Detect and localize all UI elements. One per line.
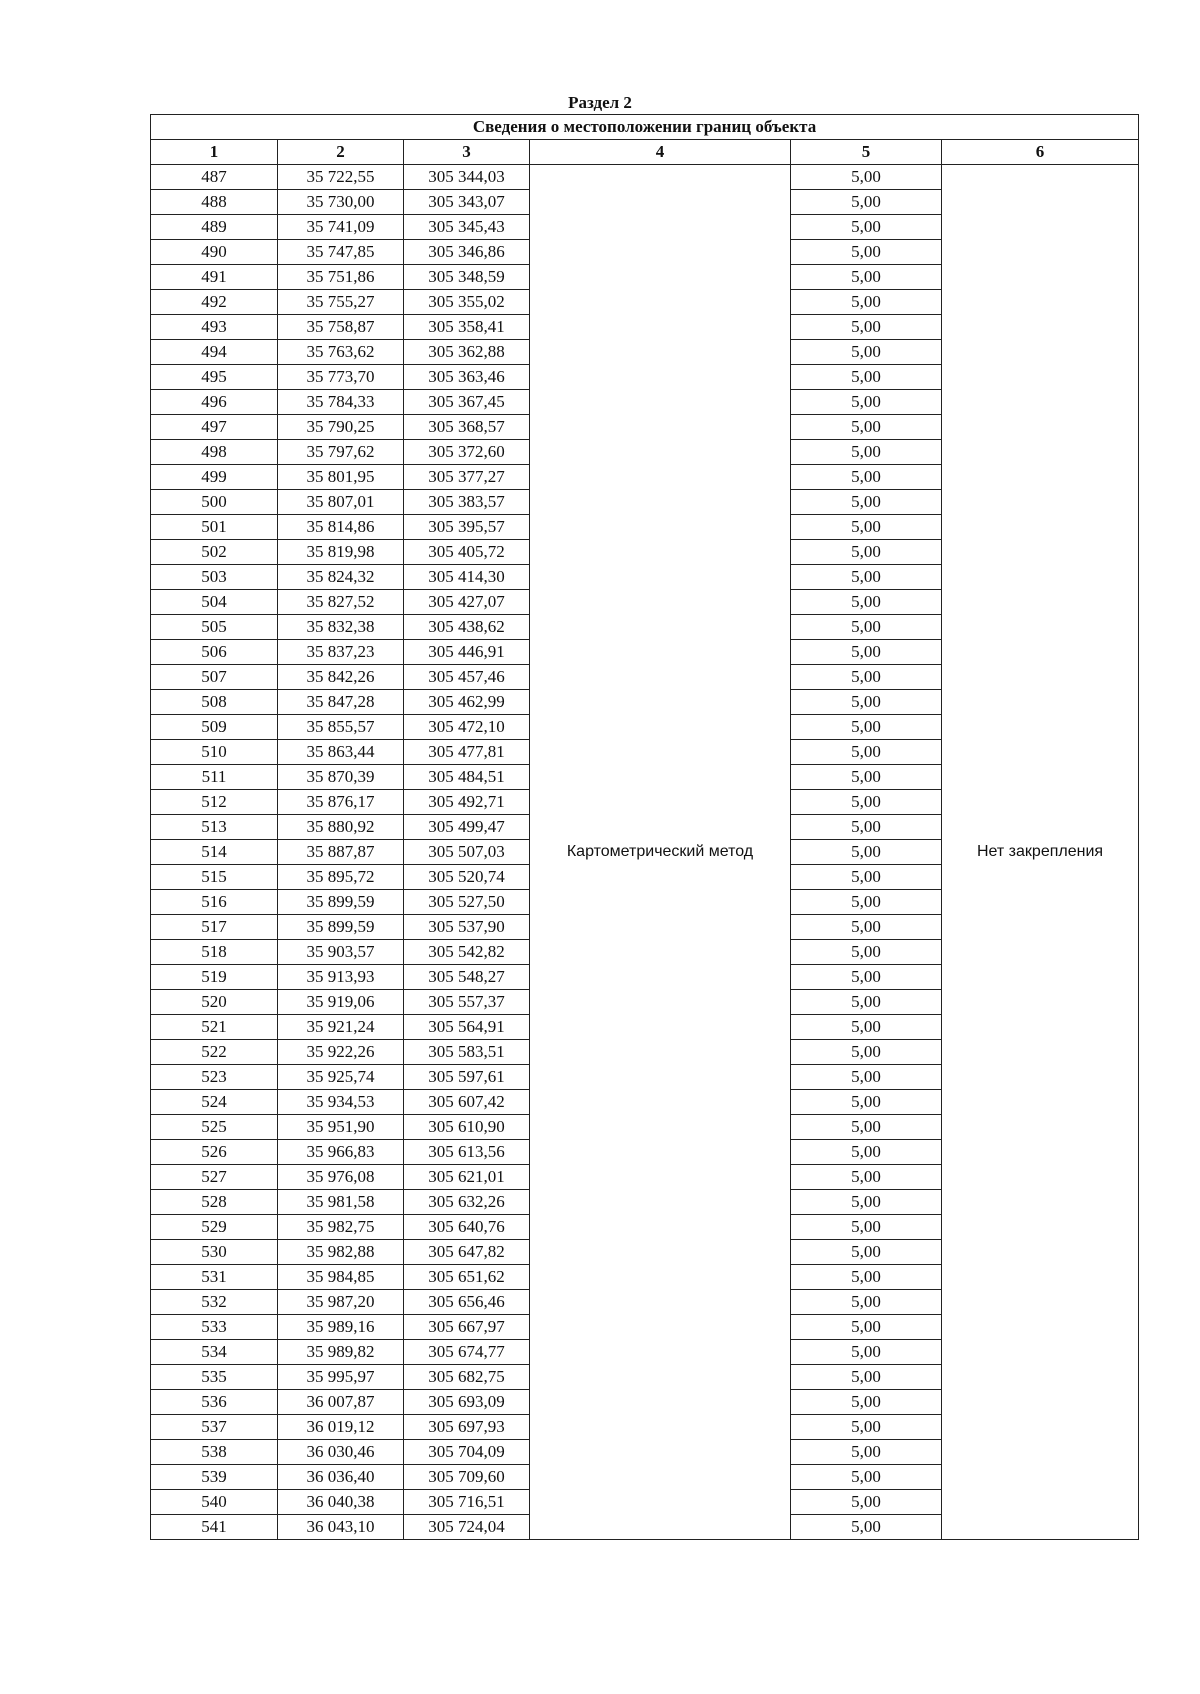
accuracy-cell: 5,00 [791, 1365, 942, 1390]
accuracy-cell: 5,00 [791, 1290, 942, 1315]
x-coordinate-cell: 35 887,87 [278, 840, 404, 865]
x-coordinate-cell: 35 899,59 [278, 890, 404, 915]
column-number: 2 [278, 140, 404, 165]
boundary-coordinates-table [150, 114, 1139, 1540]
accuracy-cell: 5,00 [791, 240, 942, 265]
point-number-cell: 508 [151, 690, 278, 715]
x-coordinate-cell: 35 741,09 [278, 215, 404, 240]
point-number-cell: 539 [151, 1465, 278, 1490]
accuracy-cell: 5,00 [791, 615, 942, 640]
point-number-cell: 515 [151, 865, 278, 890]
point-number-cell: 514 [151, 840, 278, 865]
accuracy-cell: 5,00 [791, 440, 942, 465]
accuracy-cell: 5,00 [791, 840, 942, 865]
point-number-cell: 491 [151, 265, 278, 290]
accuracy-cell: 5,00 [791, 740, 942, 765]
accuracy-cell: 5,00 [791, 1315, 942, 1340]
y-coordinate-cell: 305 704,09 [404, 1440, 530, 1465]
point-number-cell: 513 [151, 815, 278, 840]
point-number-cell: 509 [151, 715, 278, 740]
y-coordinate-cell: 305 477,81 [404, 740, 530, 765]
point-number-cell: 493 [151, 315, 278, 340]
accuracy-cell: 5,00 [791, 865, 942, 890]
accuracy-cell: 5,00 [791, 190, 942, 215]
y-coordinate-cell: 305 368,57 [404, 415, 530, 440]
point-number-cell: 535 [151, 1365, 278, 1390]
x-coordinate-cell: 35 880,92 [278, 815, 404, 840]
accuracy-cell: 5,00 [791, 415, 942, 440]
point-number-cell: 538 [151, 1440, 278, 1465]
accuracy-cell: 5,00 [791, 1090, 942, 1115]
x-coordinate-cell: 35 763,62 [278, 340, 404, 365]
point-number-cell: 536 [151, 1390, 278, 1415]
y-coordinate-cell: 305 651,62 [404, 1265, 530, 1290]
x-coordinate-cell: 35 976,08 [278, 1165, 404, 1190]
point-number-cell: 524 [151, 1090, 278, 1115]
column-number-row [151, 140, 1139, 165]
accuracy-cell: 5,00 [791, 1515, 942, 1540]
y-coordinate-cell: 305 542,82 [404, 940, 530, 965]
y-coordinate-cell: 305 343,07 [404, 190, 530, 215]
point-number-cell: 498 [151, 440, 278, 465]
accuracy-cell: 5,00 [791, 515, 942, 540]
point-number-cell: 487 [151, 165, 278, 190]
accuracy-cell: 5,00 [791, 965, 942, 990]
point-number-cell: 511 [151, 765, 278, 790]
accuracy-cell: 5,00 [791, 915, 942, 940]
x-coordinate-cell: 35 913,93 [278, 965, 404, 990]
point-number-cell: 534 [151, 1340, 278, 1365]
point-number-cell: 521 [151, 1015, 278, 1040]
fixing-cell: Нет закрепления [942, 165, 1139, 1540]
point-number-cell: 504 [151, 590, 278, 615]
x-coordinate-cell: 35 747,85 [278, 240, 404, 265]
y-coordinate-cell: 305 674,77 [404, 1340, 530, 1365]
x-coordinate-cell: 35 995,97 [278, 1365, 404, 1390]
y-coordinate-cell: 305 484,51 [404, 765, 530, 790]
x-coordinate-cell: 35 919,06 [278, 990, 404, 1015]
accuracy-cell: 5,00 [791, 1340, 942, 1365]
point-number-cell: 533 [151, 1315, 278, 1340]
y-coordinate-cell: 305 583,51 [404, 1040, 530, 1065]
y-coordinate-cell: 305 383,57 [404, 490, 530, 515]
accuracy-cell: 5,00 [791, 265, 942, 290]
y-coordinate-cell: 305 377,27 [404, 465, 530, 490]
accuracy-cell: 5,00 [791, 1415, 942, 1440]
accuracy-cell: 5,00 [791, 590, 942, 615]
y-coordinate-cell: 305 632,26 [404, 1190, 530, 1215]
accuracy-cell: 5,00 [791, 1140, 942, 1165]
accuracy-cell: 5,00 [791, 815, 942, 840]
y-coordinate-cell: 305 457,46 [404, 665, 530, 690]
y-coordinate-cell: 305 355,02 [404, 290, 530, 315]
point-number-cell: 525 [151, 1115, 278, 1140]
y-coordinate-cell: 305 507,03 [404, 840, 530, 865]
accuracy-cell: 5,00 [791, 290, 942, 315]
point-number-cell: 516 [151, 890, 278, 915]
accuracy-cell: 5,00 [791, 565, 942, 590]
point-number-cell: 510 [151, 740, 278, 765]
point-number-cell: 503 [151, 565, 278, 590]
y-coordinate-cell: 305 621,01 [404, 1165, 530, 1190]
table-caption-row [151, 115, 1139, 140]
y-coordinate-cell: 305 345,43 [404, 215, 530, 240]
y-coordinate-cell: 305 527,50 [404, 890, 530, 915]
point-number-cell: 494 [151, 340, 278, 365]
accuracy-cell: 5,00 [791, 1440, 942, 1465]
y-coordinate-cell: 305 405,72 [404, 540, 530, 565]
x-coordinate-cell: 35 814,86 [278, 515, 404, 540]
y-coordinate-cell: 305 462,99 [404, 690, 530, 715]
x-coordinate-cell: 36 043,10 [278, 1515, 404, 1540]
accuracy-cell: 5,00 [791, 990, 942, 1015]
accuracy-cell: 5,00 [791, 790, 942, 815]
x-coordinate-cell: 35 755,27 [278, 290, 404, 315]
point-number-cell: 496 [151, 390, 278, 415]
accuracy-cell: 5,00 [791, 1215, 942, 1240]
table-caption: Сведения о местоположении границ объекта [151, 115, 1139, 140]
accuracy-cell: 5,00 [791, 215, 942, 240]
accuracy-cell: 5,00 [791, 1190, 942, 1215]
x-coordinate-cell: 35 807,01 [278, 490, 404, 515]
y-coordinate-cell: 305 610,90 [404, 1115, 530, 1140]
x-coordinate-cell: 35 922,26 [278, 1040, 404, 1065]
accuracy-cell: 5,00 [791, 365, 942, 390]
y-coordinate-cell: 305 367,45 [404, 390, 530, 415]
x-coordinate-cell: 35 827,52 [278, 590, 404, 615]
x-coordinate-cell: 35 899,59 [278, 915, 404, 940]
y-coordinate-cell: 305 613,56 [404, 1140, 530, 1165]
x-coordinate-cell: 35 982,88 [278, 1240, 404, 1265]
point-number-cell: 490 [151, 240, 278, 265]
point-number-cell: 502 [151, 540, 278, 565]
point-number-cell: 507 [151, 665, 278, 690]
x-coordinate-cell: 35 730,00 [278, 190, 404, 215]
accuracy-cell: 5,00 [791, 1490, 942, 1515]
y-coordinate-cell: 305 446,91 [404, 640, 530, 665]
x-coordinate-cell: 35 824,32 [278, 565, 404, 590]
accuracy-cell: 5,00 [791, 1240, 942, 1265]
y-coordinate-cell: 305 438,62 [404, 615, 530, 640]
y-coordinate-cell: 305 472,10 [404, 715, 530, 740]
point-number-cell: 497 [151, 415, 278, 440]
accuracy-cell: 5,00 [791, 1165, 942, 1190]
point-number-cell: 537 [151, 1415, 278, 1440]
y-coordinate-cell: 305 656,46 [404, 1290, 530, 1315]
point-number-cell: 518 [151, 940, 278, 965]
y-coordinate-cell: 305 564,91 [404, 1015, 530, 1040]
y-coordinate-cell: 305 607,42 [404, 1090, 530, 1115]
point-number-cell: 519 [151, 965, 278, 990]
accuracy-cell: 5,00 [791, 390, 942, 415]
x-coordinate-cell: 35 842,26 [278, 665, 404, 690]
point-number-cell: 527 [151, 1165, 278, 1190]
point-number-cell: 489 [151, 215, 278, 240]
x-coordinate-cell: 35 989,16 [278, 1315, 404, 1340]
accuracy-cell: 5,00 [791, 1265, 942, 1290]
point-number-cell: 523 [151, 1065, 278, 1090]
y-coordinate-cell: 305 499,47 [404, 815, 530, 840]
x-coordinate-cell: 35 797,62 [278, 440, 404, 465]
y-coordinate-cell: 305 363,46 [404, 365, 530, 390]
x-coordinate-cell: 35 903,57 [278, 940, 404, 965]
x-coordinate-cell: 35 925,74 [278, 1065, 404, 1090]
accuracy-cell: 5,00 [791, 1390, 942, 1415]
method-cell: Картометрический метод [530, 165, 791, 1540]
accuracy-cell: 5,00 [791, 1040, 942, 1065]
accuracy-cell: 5,00 [791, 1015, 942, 1040]
point-number-cell: 517 [151, 915, 278, 940]
point-number-cell: 531 [151, 1265, 278, 1290]
y-coordinate-cell: 305 647,82 [404, 1240, 530, 1265]
y-coordinate-cell: 305 492,71 [404, 790, 530, 815]
accuracy-cell: 5,00 [791, 540, 942, 565]
point-number-cell: 499 [151, 465, 278, 490]
x-coordinate-cell: 35 921,24 [278, 1015, 404, 1040]
table-row [151, 165, 1139, 190]
y-coordinate-cell: 305 358,41 [404, 315, 530, 340]
x-coordinate-cell: 35 801,95 [278, 465, 404, 490]
x-coordinate-cell: 35 773,70 [278, 365, 404, 390]
x-coordinate-cell: 35 784,33 [278, 390, 404, 415]
y-coordinate-cell: 305 344,03 [404, 165, 530, 190]
point-number-cell: 540 [151, 1490, 278, 1515]
y-coordinate-cell: 305 697,93 [404, 1415, 530, 1440]
point-number-cell: 488 [151, 190, 278, 215]
point-number-cell: 541 [151, 1515, 278, 1540]
x-coordinate-cell: 35 989,82 [278, 1340, 404, 1365]
point-number-cell: 512 [151, 790, 278, 815]
x-coordinate-cell: 35 951,90 [278, 1115, 404, 1140]
accuracy-cell: 5,00 [791, 665, 942, 690]
x-coordinate-cell: 35 984,85 [278, 1265, 404, 1290]
point-number-cell: 492 [151, 290, 278, 315]
y-coordinate-cell: 305 548,27 [404, 965, 530, 990]
accuracy-cell: 5,00 [791, 690, 942, 715]
accuracy-cell: 5,00 [791, 1065, 942, 1090]
point-number-cell: 530 [151, 1240, 278, 1265]
x-coordinate-cell: 35 863,44 [278, 740, 404, 765]
x-coordinate-cell: 36 019,12 [278, 1415, 404, 1440]
accuracy-cell: 5,00 [791, 165, 942, 190]
y-coordinate-cell: 305 362,88 [404, 340, 530, 365]
accuracy-cell: 5,00 [791, 315, 942, 340]
point-number-cell: 505 [151, 615, 278, 640]
y-coordinate-cell: 305 724,04 [404, 1515, 530, 1540]
x-coordinate-cell: 35 981,58 [278, 1190, 404, 1215]
x-coordinate-cell: 35 758,87 [278, 315, 404, 340]
y-coordinate-cell: 305 709,60 [404, 1465, 530, 1490]
column-number: 5 [791, 140, 942, 165]
accuracy-cell: 5,00 [791, 890, 942, 915]
y-coordinate-cell: 305 537,90 [404, 915, 530, 940]
y-coordinate-cell: 305 372,60 [404, 440, 530, 465]
x-coordinate-cell: 35 982,75 [278, 1215, 404, 1240]
accuracy-cell: 5,00 [791, 765, 942, 790]
x-coordinate-cell: 35 895,72 [278, 865, 404, 890]
accuracy-cell: 5,00 [791, 715, 942, 740]
y-coordinate-cell: 305 414,30 [404, 565, 530, 590]
point-number-cell: 506 [151, 640, 278, 665]
accuracy-cell: 5,00 [791, 640, 942, 665]
x-coordinate-cell: 35 987,20 [278, 1290, 404, 1315]
x-coordinate-cell: 35 837,23 [278, 640, 404, 665]
y-coordinate-cell: 305 520,74 [404, 865, 530, 890]
section-title: Раздел 2 [568, 93, 632, 112]
y-coordinate-cell: 305 667,97 [404, 1315, 530, 1340]
x-coordinate-cell: 36 007,87 [278, 1390, 404, 1415]
x-coordinate-cell: 35 870,39 [278, 765, 404, 790]
x-coordinate-cell: 35 966,83 [278, 1140, 404, 1165]
x-coordinate-cell: 35 876,17 [278, 790, 404, 815]
point-number-cell: 520 [151, 990, 278, 1015]
x-coordinate-cell: 35 751,86 [278, 265, 404, 290]
column-number: 1 [151, 140, 278, 165]
y-coordinate-cell: 305 348,59 [404, 265, 530, 290]
accuracy-cell: 5,00 [791, 340, 942, 365]
x-coordinate-cell: 36 036,40 [278, 1465, 404, 1490]
x-coordinate-cell: 35 847,28 [278, 690, 404, 715]
column-number: 3 [404, 140, 530, 165]
accuracy-cell: 5,00 [791, 1465, 942, 1490]
point-number-cell: 522 [151, 1040, 278, 1065]
point-number-cell: 528 [151, 1190, 278, 1215]
y-coordinate-cell: 305 693,09 [404, 1390, 530, 1415]
point-number-cell: 532 [151, 1290, 278, 1315]
x-coordinate-cell: 35 934,53 [278, 1090, 404, 1115]
table-body [151, 115, 1139, 1540]
y-coordinate-cell: 305 557,37 [404, 990, 530, 1015]
accuracy-cell: 5,00 [791, 1115, 942, 1140]
y-coordinate-cell: 305 716,51 [404, 1490, 530, 1515]
point-number-cell: 500 [151, 490, 278, 515]
x-coordinate-cell: 36 040,38 [278, 1490, 404, 1515]
point-number-cell: 495 [151, 365, 278, 390]
y-coordinate-cell: 305 346,86 [404, 240, 530, 265]
y-coordinate-cell: 305 395,57 [404, 515, 530, 540]
y-coordinate-cell: 305 427,07 [404, 590, 530, 615]
x-coordinate-cell: 35 832,38 [278, 615, 404, 640]
x-coordinate-cell: 35 790,25 [278, 415, 404, 440]
point-number-cell: 501 [151, 515, 278, 540]
y-coordinate-cell: 305 597,61 [404, 1065, 530, 1090]
x-coordinate-cell: 35 819,98 [278, 540, 404, 565]
x-coordinate-cell: 36 030,46 [278, 1440, 404, 1465]
y-coordinate-cell: 305 640,76 [404, 1215, 530, 1240]
y-coordinate-cell: 305 682,75 [404, 1365, 530, 1390]
x-coordinate-cell: 35 855,57 [278, 715, 404, 740]
point-number-cell: 526 [151, 1140, 278, 1165]
accuracy-cell: 5,00 [791, 940, 942, 965]
accuracy-cell: 5,00 [791, 490, 942, 515]
point-number-cell: 529 [151, 1215, 278, 1240]
column-number: 4 [530, 140, 791, 165]
column-number: 6 [942, 140, 1139, 165]
accuracy-cell: 5,00 [791, 465, 942, 490]
x-coordinate-cell: 35 722,55 [278, 165, 404, 190]
